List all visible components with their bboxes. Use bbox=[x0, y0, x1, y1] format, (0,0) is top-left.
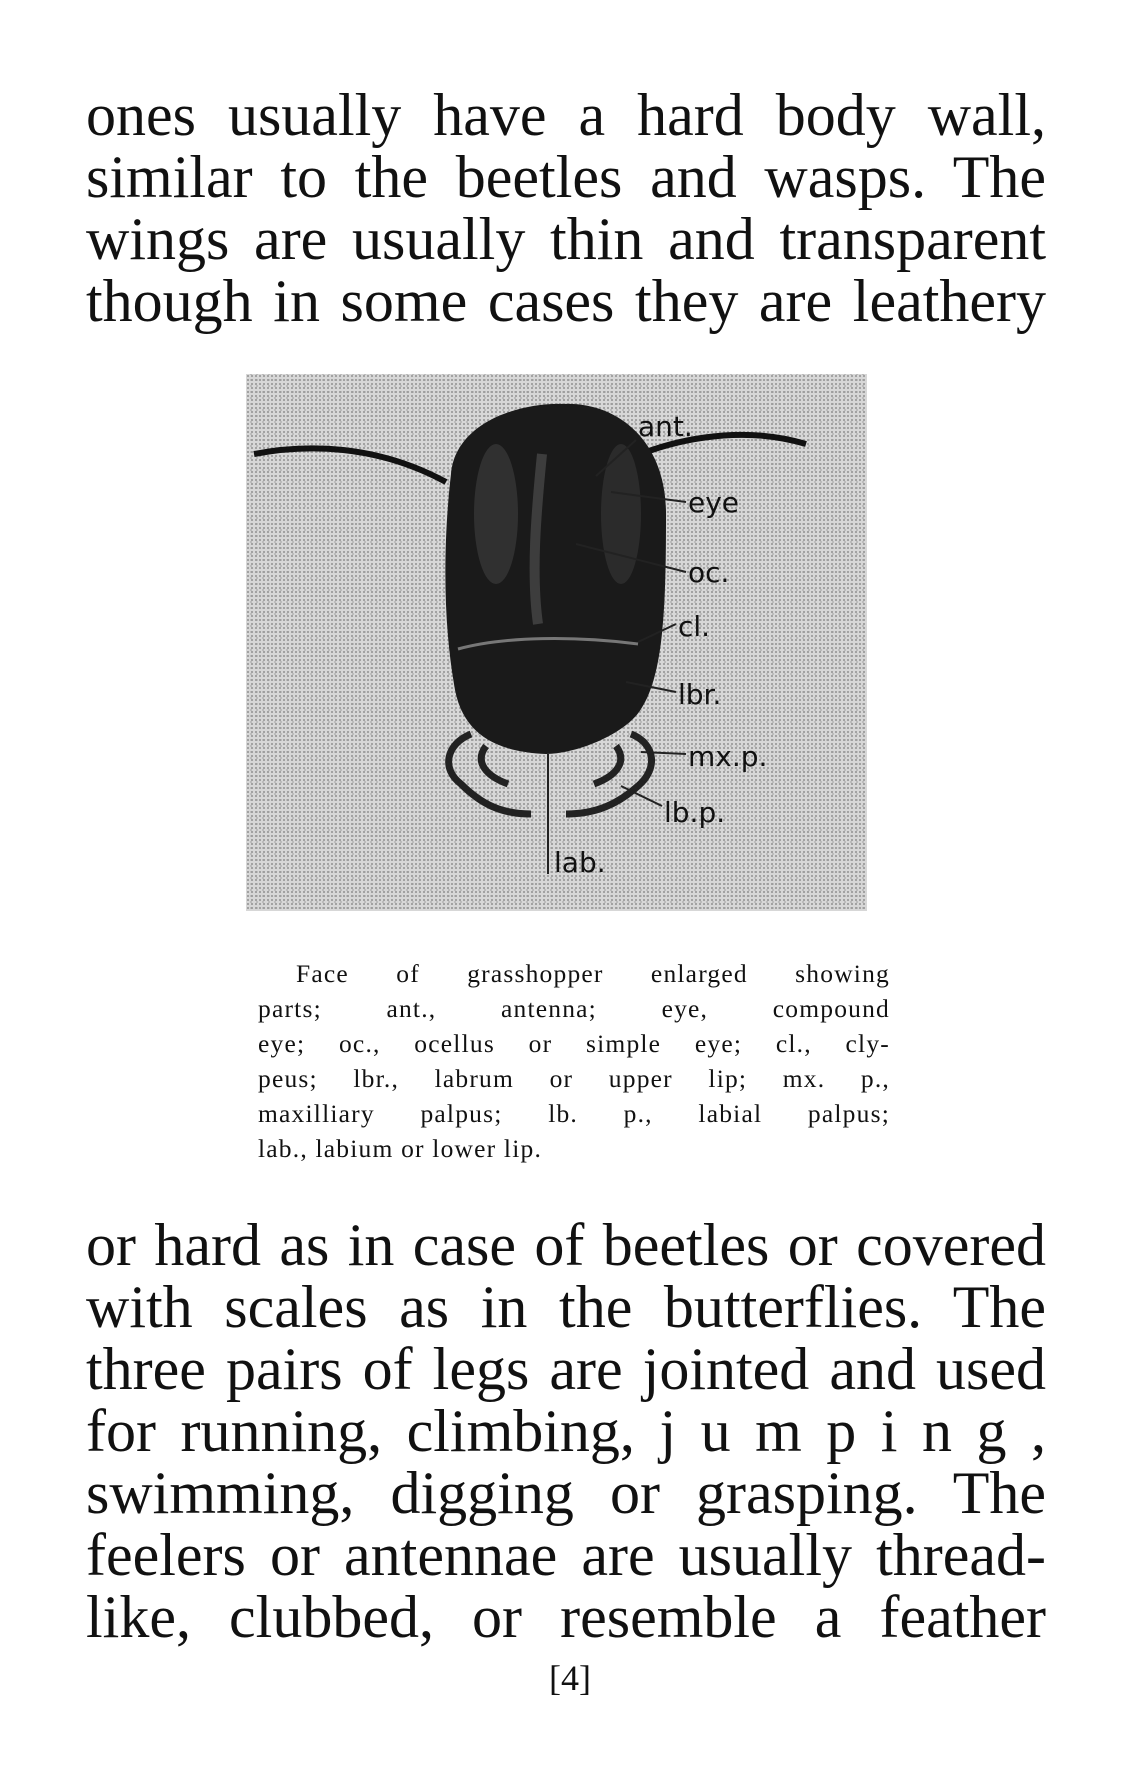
text-line: for running, climbing, j u m p i n g , bbox=[86, 1398, 1046, 1464]
text-line: ones usually have a hard body wall, bbox=[86, 82, 1046, 148]
text-line: with scales as in the butterflies. The bbox=[86, 1274, 1046, 1340]
bottom-paragraph bbox=[86, 1214, 1046, 1648]
page-number: [4] bbox=[549, 1658, 591, 1698]
label-lbr: lbr. bbox=[678, 678, 722, 711]
text-line: swimming, digging or grasping. The bbox=[86, 1460, 1046, 1526]
caption-line: parts; ant., antenna; eye, compound bbox=[258, 994, 890, 1023]
text-line: though in some cases they are leathery bbox=[86, 268, 1046, 334]
head bbox=[445, 404, 666, 754]
compound-eye-left bbox=[474, 444, 518, 584]
caption-line: lab., labium or lower lip. bbox=[258, 1134, 543, 1163]
top-paragraph bbox=[86, 84, 1046, 332]
label-mxp: mx.p. bbox=[688, 740, 768, 773]
text-line: three pairs of legs are jointed and used bbox=[86, 1336, 1046, 1402]
label-oc: oc. bbox=[688, 556, 730, 589]
caption-line: Face of grasshopper enlarged showing bbox=[296, 959, 890, 988]
caption-line: peus; lbr., labrum or upper lip; mx. p., bbox=[258, 1064, 890, 1093]
left-antenna bbox=[254, 448, 446, 482]
figure-caption bbox=[258, 956, 890, 1166]
text-line: or hard as in case of beetles or covered bbox=[86, 1212, 1046, 1278]
label-ant: ant. bbox=[638, 410, 693, 443]
right-labial-palp bbox=[594, 746, 621, 784]
caption-line: maxilliary palpus; lb. p., labial palpus; bbox=[258, 1099, 890, 1128]
label-eye: eye bbox=[688, 486, 740, 519]
label-cl: cl. bbox=[678, 610, 711, 643]
text-line: similar to the beetles and wasps. The bbox=[86, 144, 1046, 210]
grasshopper-face-illustration bbox=[246, 374, 867, 911]
grasshopper-face-figure bbox=[246, 374, 867, 911]
label-lbp: lb.p. bbox=[664, 796, 726, 829]
text-line: feelers or antennae are usually thread- bbox=[86, 1522, 1046, 1588]
text-line: like, clubbed, or resemble a feather bbox=[86, 1584, 1046, 1650]
text-line: wings are usually thin and transparent bbox=[86, 206, 1046, 272]
caption-line: eye; oc., ocellus or simple eye; cl., cly- bbox=[258, 1029, 890, 1058]
label-lab: lab. bbox=[554, 846, 606, 879]
left-labial-palp bbox=[481, 746, 508, 784]
